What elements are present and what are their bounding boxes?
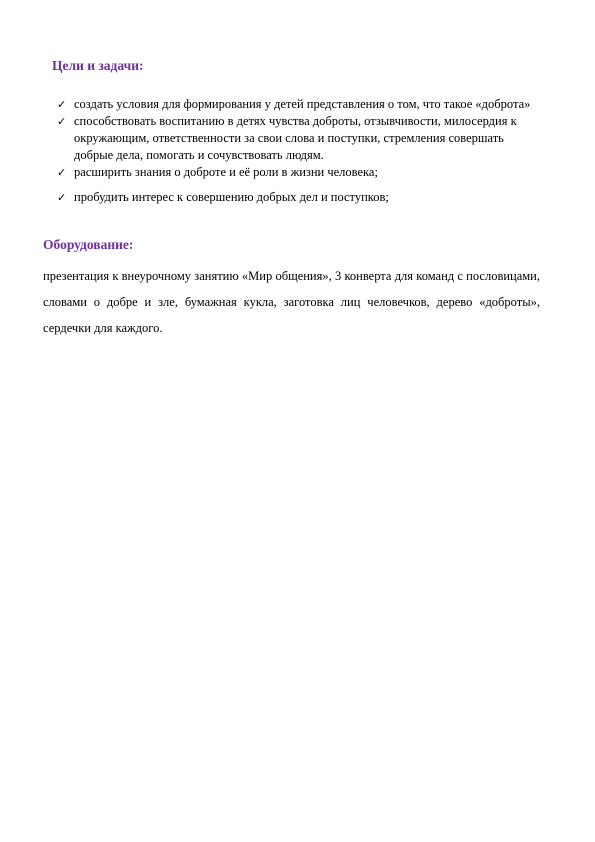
list-item	[57, 164, 537, 181]
checkmark-icon: ✓	[57, 98, 67, 111]
goals-heading: Цели и задачи:	[52, 58, 144, 73]
goals-list	[57, 96, 537, 206]
list-item	[57, 96, 537, 113]
goal-text: создать условия для формирования у детей представления о том, что такое «доброта»	[74, 97, 531, 111]
equipment-text: презентация к внеурочному занятию «Мир общения», 3 конверта для команд с пословицами, словами о добре и зле, бумажная кукла, заготовка лиц человечков, дерево «доброты», сердечки для каждого.	[43, 269, 540, 335]
equipment-heading: Оборудование:	[43, 237, 134, 252]
goal-text: расширить знания о доброте и её роли в жизни человека;	[74, 165, 378, 179]
goal-text: способствовать воспитанию в детях чувства доброты, отзывчивости, милосердия к окружающим, ответственности за свои слова и поступки, стремления совершать добрые дела, помогать и сочувствовать людям.	[74, 114, 517, 162]
list-item	[57, 189, 537, 206]
checkmark-icon: ✓	[57, 115, 67, 128]
checkmark-icon: ✓	[57, 191, 67, 204]
goal-text: пробудить интерес к совершению добрых дел и поступков;	[74, 190, 389, 204]
list-item	[57, 113, 537, 164]
checkmark-icon: ✓	[57, 166, 67, 179]
